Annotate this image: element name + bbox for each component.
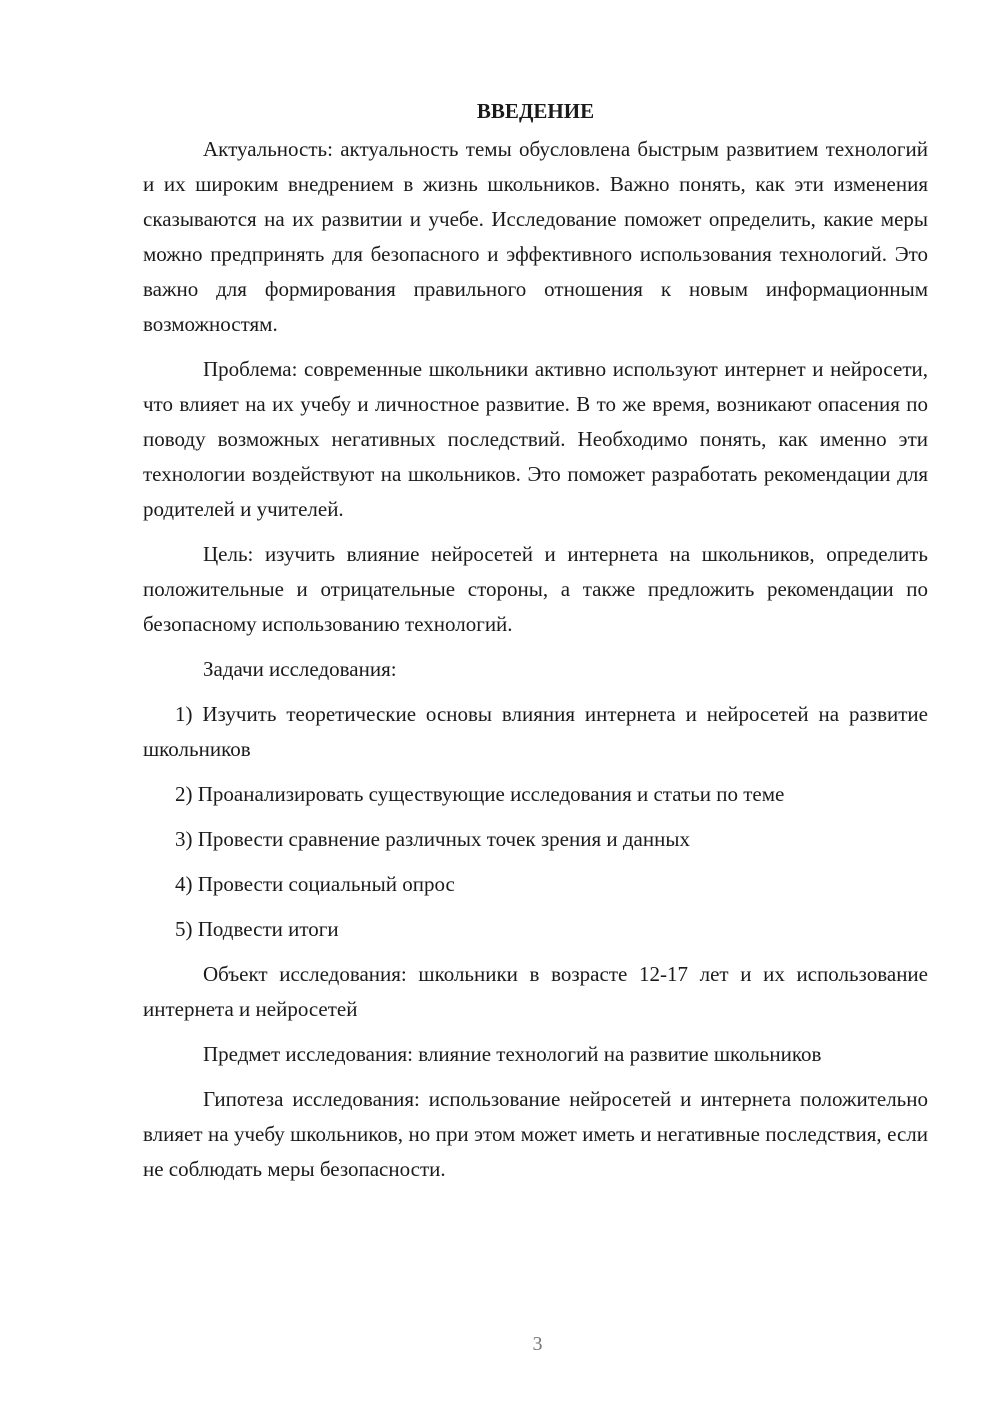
section-title: ВВЕДЕНИЕ [476, 99, 595, 123]
relevance-paragraph: Актуальность: актуальность темы обусловлена быстрым развитием технологий и их широким внедрением в жизнь школьников. Важно понять, как эти изменения сказываются на их развитии и учебе. Исследование поможет определить, какие меры можно предпринять для безопасного и эффективного использования технологий. Это важно для формирования правильного отношения к новым информационным возможностям. [143, 137, 928, 336]
task-item: 1) Изучить теоретические основы влияния интернета и нейросетей на развитие школьников [143, 702, 928, 761]
task-item: 3) Провести сравнение различных точек зрения и данных [175, 827, 690, 851]
object-paragraph: Объект исследования: школьники в возрасте 12-17 лет и их использование интернета и нейросетей [143, 962, 928, 1021]
task-item: 5) Подвести итоги [175, 917, 339, 941]
task-item: 4) Провести социальный опрос [175, 872, 455, 896]
page-number: 3 [532, 1333, 543, 1355]
hypothesis-paragraph: Гипотеза исследования: использование нейросетей и интернета положительно влияет на учебу школьников, но при этом может иметь и негативные последствия, если не соблюдать меры безопасности. [143, 1087, 928, 1181]
problem-paragraph: Проблема: современные школьники активно используют интернет и нейросети, что влияет на их учебу и личностное развитие. В то же время, возникают опасения по поводу возможных негативных последствий. Необходимо понять, как именно эти технологии воздействуют на школьников. Это поможет разработать рекомендации для родителей и учителей. [143, 357, 928, 521]
document-page [143, 94, 928, 1187]
tasks-heading: Задачи исследования: [203, 657, 397, 681]
tasks-list [143, 697, 928, 947]
goal-paragraph: Цель: изучить влияние нейросетей и интернета на школьников, определить положительные и отрицательные стороны, а также предложить рекомендации по безопасному использованию технологий. [143, 542, 928, 636]
subject-paragraph: Предмет исследования: влияние технологий на развитие школьников [203, 1042, 822, 1066]
task-item: 2) Проанализировать существующие исследования и статьи по теме [175, 782, 785, 806]
